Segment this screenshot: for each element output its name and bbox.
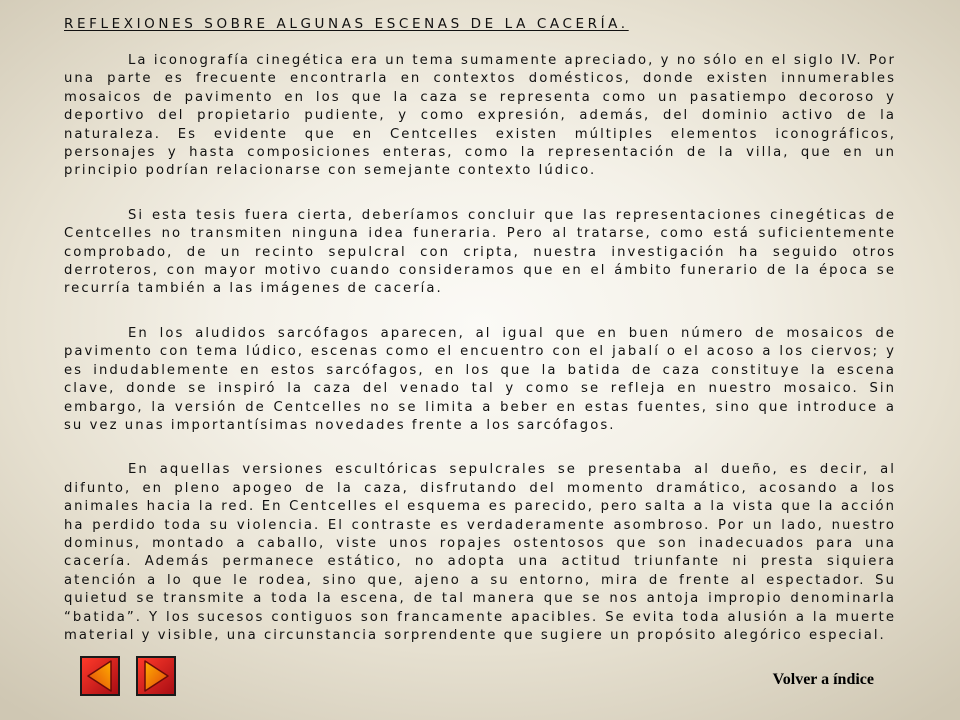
back-to-index-link[interactable]: Volver a índice (772, 671, 874, 688)
paragraph-4: En aquellas versiones escultóricas sepulcrales se presentaba al dueño, es decir, al difunto, en pleno apogeo de la caza, disfrutando del momento dramático, acosando a los animales hacia la red. En Centcelles el esquema es parecido, pero salta a la vista que la acción ha perdido toda su violencia. El contraste es verdaderamente asombroso. Por un lado, nuestro dominus, montado a caballo, viste unos ropajes ostentosos que son inadecuados para una cacería. Además permanece estático, no adopta una actitud triunfante ni presta siquiera atención a lo que le rodea, sino que, ajeno a su entorno, mira de frente al espectador. Su quietud se transmite a toda la escena, de tal manera que se nos antoja impropio denominarla “batida”. Y los sucesos contiguos son francamente apacibles. Se evita toda alusión a la muerte material y visible, una circunstancia sorprendente que sugiere un propósito alegórico especial. (64, 462, 896, 643)
page-title: REFLEXIONES SOBRE ALGUNAS ESCENAS DE LA CACERÍA. (64, 16, 629, 32)
paragraph-2: Si esta tesis fuera cierta, deberíamos concluir que las representaciones cinegéticas de Centcelles no transmiten ninguna idea funeraria. Pero al tratarse, como está suficientemente comprobado, de un recinto sepulcral con cripta, nuestra investigación ha seguido otros derroteros, con mayor motivo cuando consideramos que en el ámbito funerario de la época se recurría también a las imágenes de cacería. (64, 207, 896, 297)
paragraph-3: En los aludidos sarcófagos aparecen, al igual que en buen número de mosaicos de pavimento con tema lúdico, escenas como el encuentro con el jabalí o el acoso a los ciervos; y es indudablemente en estos sarcófagos, en los que la batida de caza constituye la escena clave, donde se inspiró la caza del venado tal y como se refleja en nuestro mosaico. Sin embargo, la versión de Centcelles no se limita a beber en estas fuentes, sino que introduce a su vez unas importantísimas novedades frente a los sarcófagos. (64, 325, 896, 433)
left-arrow-icon (82, 658, 118, 694)
paragraph-1: La iconografía cinegética era un tema sumamente apreciado, y no sólo en el siglo IV. Por una parte es frecuente encontrarla en contextos domésticos, donde existen innumerables mosaicos de pavimento en los que la caza se representa como un pasatiempo decoroso y deportivo del propietario pudiente, y como expresión, además, del dominio activo de la naturaleza. Es evidente que en Centcelles existen múltiples elementos iconográficos, personajes y hasta composiciones enteras, como la representación de la villa, que en un principio podrían relacionarse con semejante contexto lúdico. (64, 53, 896, 179)
right-arrow-icon (138, 658, 174, 694)
next-page-button[interactable] (136, 656, 176, 696)
previous-page-button[interactable] (80, 656, 120, 696)
document-body (64, 14, 896, 671)
